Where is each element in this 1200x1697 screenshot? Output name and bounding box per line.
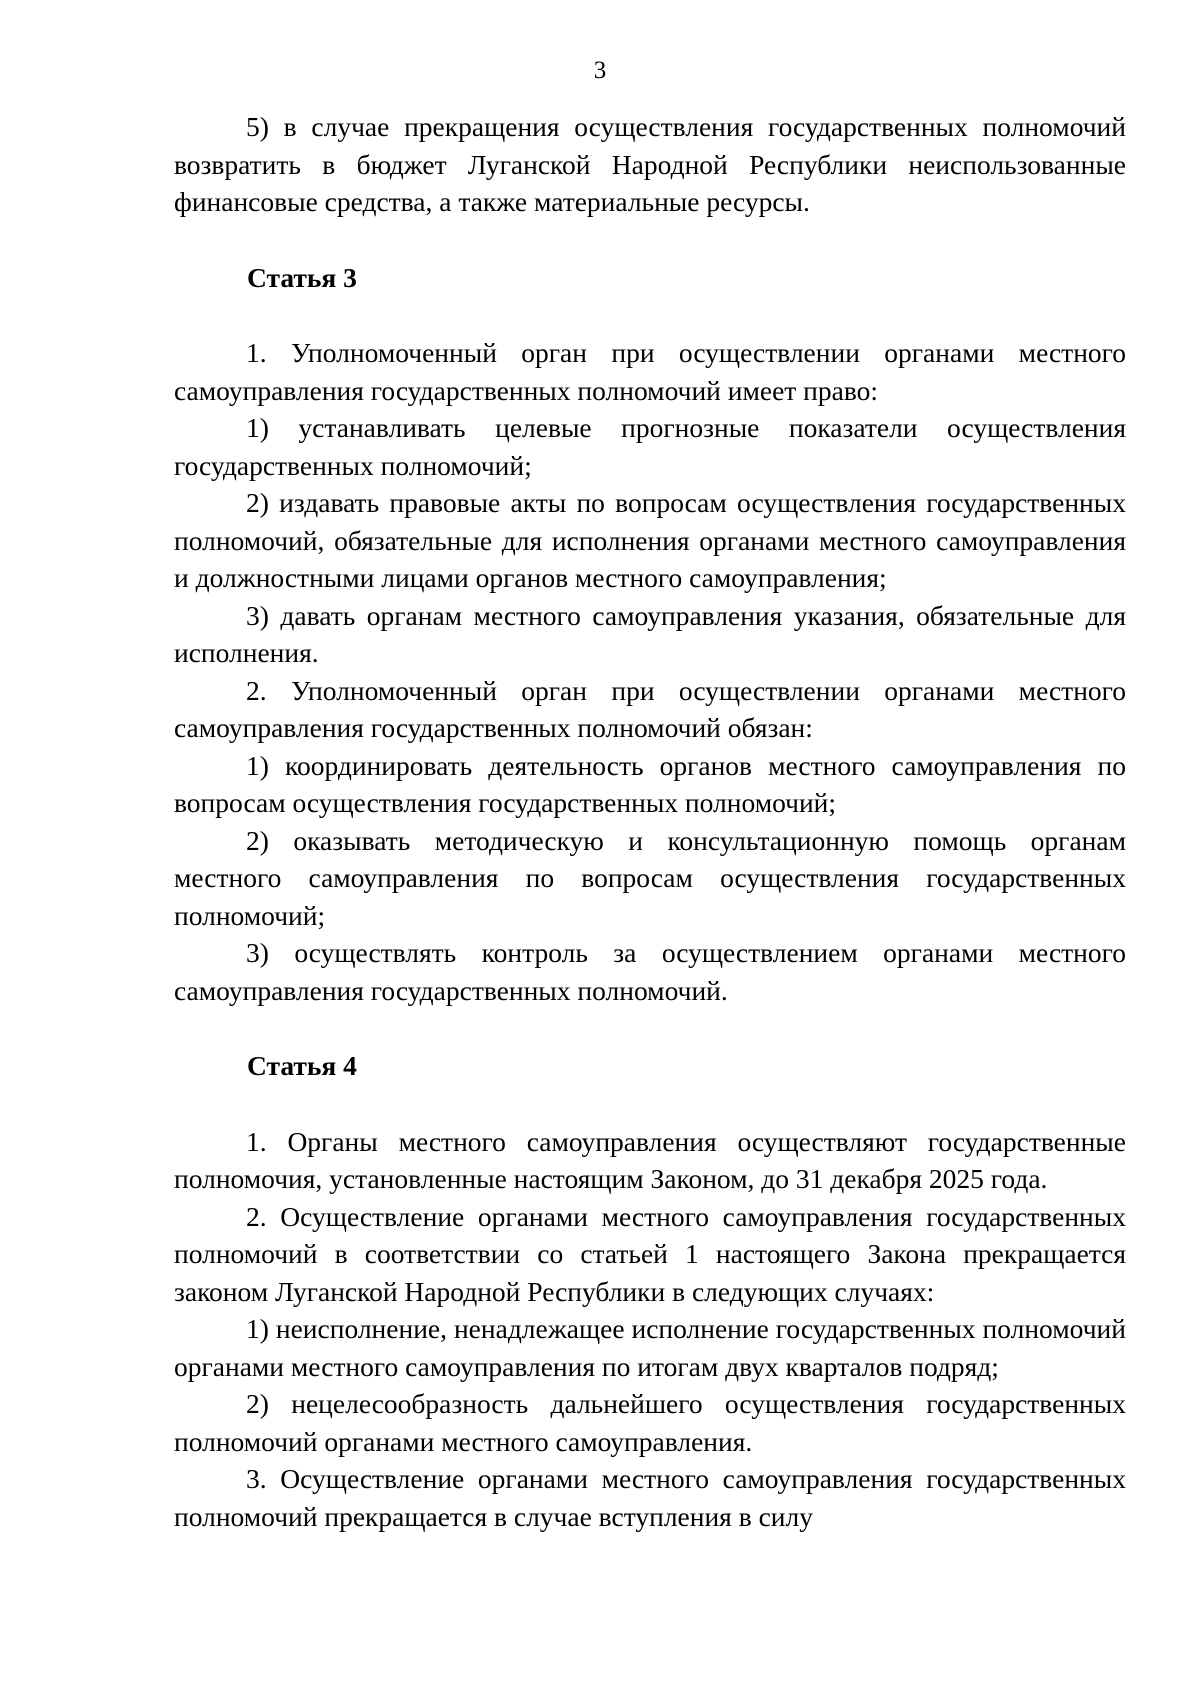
page-number: 3 — [593, 57, 607, 84]
article-4-paragraph: 1) неисполнение, ненадлежащее исполнение государственных полномочий органами местного самоуправления по итогам двух кварталов подряд; — [174, 1313, 1126, 1382]
article-4-paragraph: 2. Осуществление органами местного самоуправления государственных полномочий в соответствии со статьей 1 настоящего Закона прекращается законом Луганской Народной Республики в следующих случаях: — [174, 1200, 1126, 1307]
paragraph-intro-5: 5) в случае прекращения осуществления государственных полномочий возвратить в бюджет Луганской Народной Республики неиспользованные финансовые средства, а также материальные ресурсы. — [174, 111, 1126, 217]
article-3-heading: Статья 3 — [247, 261, 357, 293]
article-3-paragraph: 3) осуществлять контроль за осуществлением органами местного самоуправления государственных полномочий. — [174, 937, 1126, 1006]
article-4-paragraph: 1. Органы местного самоуправления осуществляют государственные полномочия, установленные настоящим Законом, до 31 декабря 2025 года. — [174, 1125, 1126, 1194]
article-3-paragraph: 2) оказывать методическую и консультационную помощь органам местного самоуправления по вопросам осуществления государственных полномочий; — [174, 824, 1126, 931]
article-3-paragraph: 2) издавать правовые акты по вопросам осуществления государственных полномочий, обязательные для исполнения органами местного самоуправления и должностными лицами органов местного самоуправления; — [174, 487, 1126, 593]
article-3-paragraph: 1) устанавливать целевые прогнозные показатели осуществления государственных полномочий; — [174, 412, 1126, 481]
article-3-paragraph: 1) координировать деятельность органов местного самоуправления по вопросам осуществления государственных полномочий; — [174, 749, 1126, 818]
document-body — [174, 108, 1126, 1535]
article-3-paragraph: 2. Уполномоченный орган при осуществлении органами местного самоуправления государственных полномочий обязан: — [174, 674, 1126, 743]
article-4-paragraph: 2) нецелесообразность дальнейшего осуществления государственных полномочий органами местного самоуправления. — [174, 1388, 1126, 1457]
article-4-heading: Статья 4 — [247, 1050, 357, 1081]
article-3-paragraph: 3) давать органам местного самоуправления указания, обязательные для исполнения. — [174, 599, 1126, 668]
article-4-paragraph: 3. Осуществление органами местного самоуправления государственных полномочий прекращается в случае вступления в силу — [174, 1463, 1126, 1532]
article-3-paragraph: 1. Уполномоченный орган при осуществлении органами местного самоуправления государственных полномочий имеет право: — [174, 337, 1126, 406]
